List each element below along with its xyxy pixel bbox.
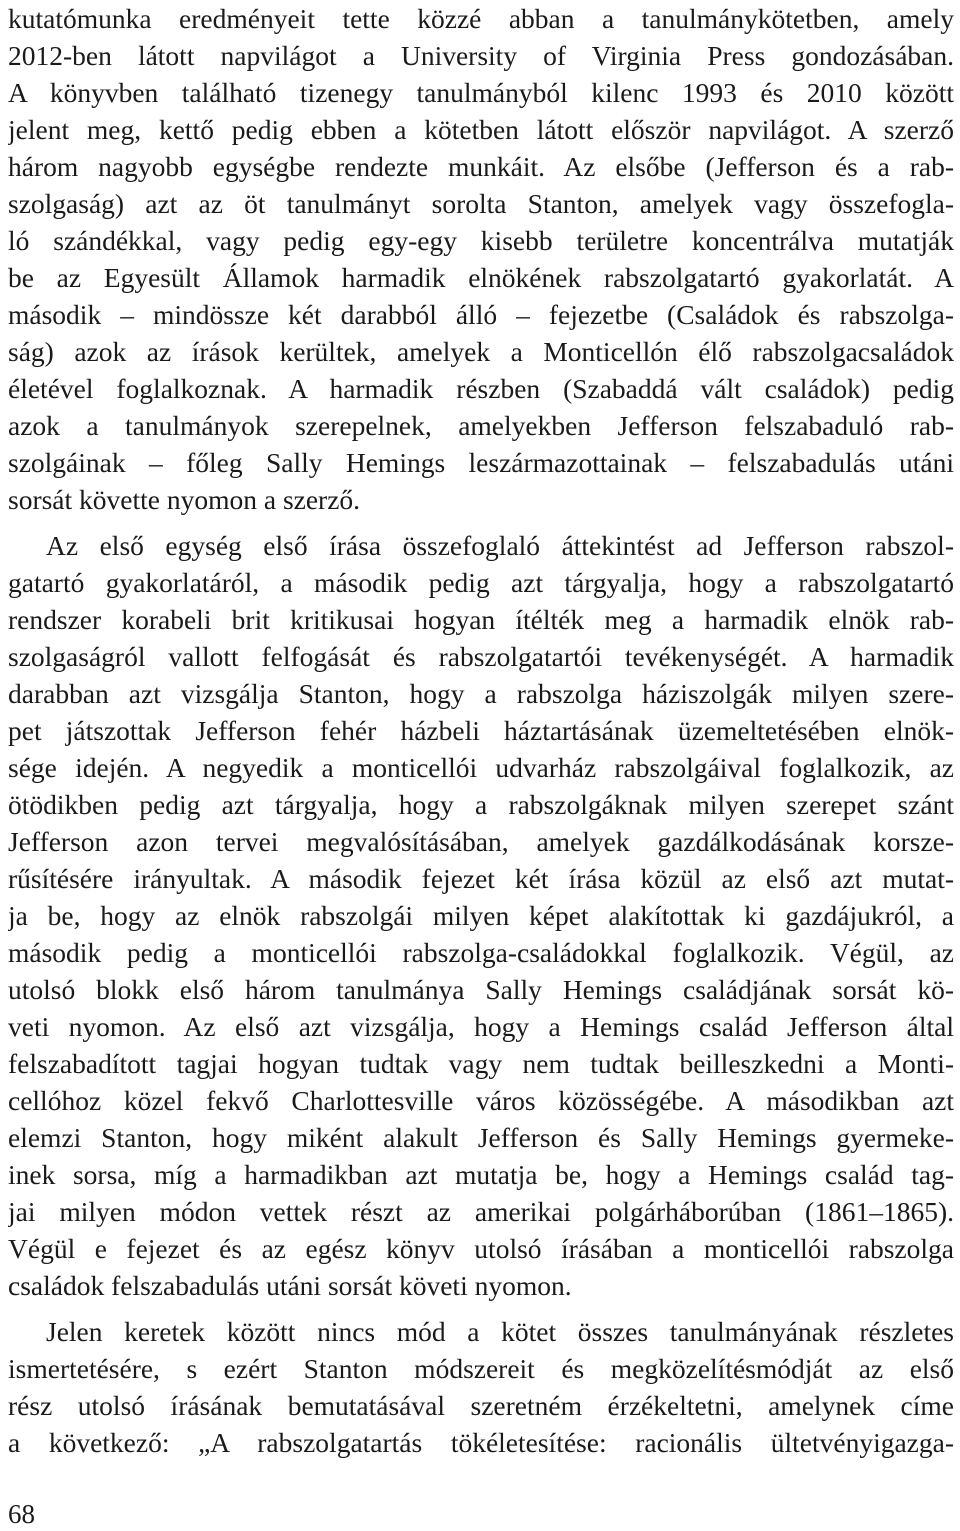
text-line: második – mindössze két darabból álló – fejezetbe (Családok és rabszolga-	[8, 299, 954, 330]
text-line: gatartó gyakorlatáról, a második pedig azt tárgyalja, hogy a rabszolgatartó	[8, 567, 954, 598]
paragraph-gap	[8, 1304, 954, 1313]
document-page	[8, 0, 954, 1461]
text-line: jai milyen módon vettek részt az amerikai polgárháborúban (1861–1865).	[8, 1196, 954, 1227]
text-line: Jefferson azon tervei megvalósításában, amelyek gazdálkodásának korsze-	[8, 826, 954, 857]
text-line: utolsó blokk első három tanulmánya Sally Hemings családjának sorsát kö-	[8, 974, 954, 1005]
text-line: a következő: „A rabszolgatartás tökéletesítése: racionális ültetvényigazga-	[8, 1427, 954, 1458]
text-line: Végül e fejezet és az egész könyv utolsó írásában a monticellói rabszolga	[8, 1233, 954, 1264]
text-line: cellóhoz közel fekvő Charlottesville város közösségébe. A másodikban azt	[8, 1085, 954, 1116]
text-line: ismertetésére, s ezért Stanton módszereit és megközelítésmódját az első	[8, 1353, 954, 1384]
text-line: szolgáinak – főleg Sally Hemings leszármazottainak – felszabadulás utáni	[8, 447, 954, 478]
text-line: életével foglalkoznak. A harmadik részben (Szabaddá vált családok) pedig	[8, 373, 954, 404]
text-line: Az első egység első írása összefoglaló áttekintést ad Jefferson rabszol-	[46, 530, 954, 561]
text-line: rész utolsó írásának bemutatásával szeretném érzékeltetni, amelynek címe	[8, 1390, 954, 1421]
text-line: családok felszabadulás utáni sorsát követi nyomon.	[8, 1270, 572, 1301]
text-line: Jelen keretek között nincs mód a kötet összes tanulmányának részletes	[46, 1316, 954, 1347]
paragraph	[8, 1313, 954, 1461]
text-line: ja be, hogy az elnök rabszolgái milyen képet alakítottak ki gazdájukról, a	[8, 900, 954, 931]
text-line: sége idején. A negyedik a monticellói udvarház rabszolgáival foglalkozik, az	[8, 752, 954, 783]
text-line: rendszer korabeli brit kritikusai hogyan ítélték meg a harmadik elnök rab-	[8, 604, 954, 635]
text-line: inek sorsa, míg a harmadikban azt mutatja be, hogy a Hemings család tag-	[8, 1159, 954, 1190]
text-line: ság) azok az írások kerültek, amelyek a Monticellón élő rabszolgacsaládok	[8, 336, 954, 367]
text-line: azok a tanulmányok szerepelnek, amelyekben Jefferson felszabaduló rab-	[8, 410, 954, 441]
text-line: elemzi Stanton, hogy miként alakult Jefferson és Sally Hemings gyermeke-	[8, 1122, 954, 1153]
text-line: kutatómunka eredményeit tette közzé abban a tanulmánykötetben, amely	[8, 3, 954, 34]
text-line: pet játszottak Jefferson fehér házbeli háztartásának üzemeltetésében elnök-	[8, 715, 954, 746]
text-line: szolgaság) azt az öt tanulmányt sorolta Stanton, amelyek vagy összefogla-	[8, 188, 954, 219]
text-line: rűsítésére irányultak. A második fejezet két írása közül az első azt mutat-	[8, 863, 954, 894]
text-line: ötödikben pedig azt tárgyalja, hogy a rabszolgáknak milyen szerepet szánt	[8, 789, 954, 820]
text-line: be az Egyesült Államok harmadik elnökének rabszolgatartó gyakorlatát. A	[8, 262, 954, 293]
text-line: veti nyomon. Az első azt vizsgálja, hogy a Hemings család Jefferson által	[8, 1011, 954, 1042]
text-line: 2012-ben látott napvilágot a University of Virginia Press gondozásában.	[8, 40, 954, 71]
page-number: 68	[8, 1499, 35, 1529]
text-line: három nagyobb egységbe rendezte munkáit. Az elsőbe (Jefferson és a rab-	[8, 151, 954, 182]
paragraph-gap	[8, 518, 954, 527]
text-line: ló szándékkal, vagy pedig egy-egy kisebb területre koncentrálva mutatják	[8, 225, 954, 256]
text-line: szolgaságról vallott felfogását és rabszolgatartói tevékenységét. A harmadik	[8, 641, 954, 672]
text-line: felszabadított tagjai hogyan tudtak vagy nem tudtak beilleszkedni a Monti-	[8, 1048, 954, 1079]
text-line: sorsát követte nyomon a szerző.	[8, 484, 361, 515]
text-line: második pedig a monticellói rabszolga-családokkal foglalkozik. Végül, az	[8, 937, 954, 968]
text-line: darabban azt vizsgálja Stanton, hogy a rabszolga háziszolgák milyen szere-	[8, 678, 954, 709]
paragraph	[8, 0, 954, 518]
text-line: jelent meg, kettő pedig ebben a kötetben látott először napvilágot. A szerző	[8, 114, 954, 145]
text-line: A könyvben található tizenegy tanulmányból kilenc 1993 és 2010 között	[8, 77, 954, 108]
paragraph	[8, 527, 954, 1304]
